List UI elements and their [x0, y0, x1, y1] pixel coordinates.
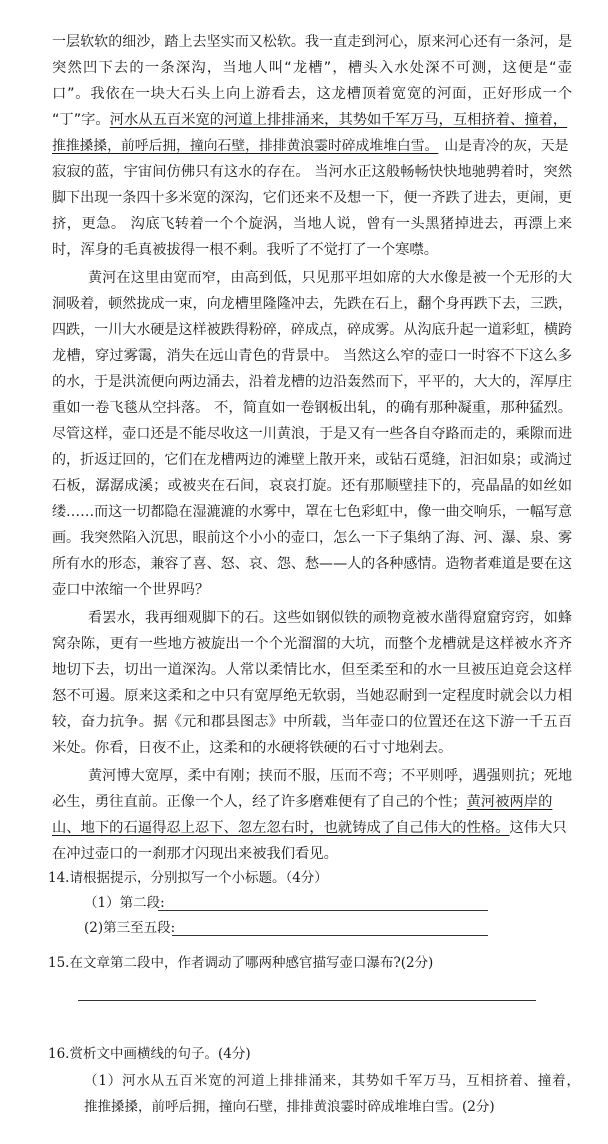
text-line: 较，奋力抗争。据《元和郡县图志》中所载，当年壶口的位置还在这下游一千五百 [52, 714, 572, 730]
underlined-sentence-1b: 推推搡搡，前呼后拥，撞向石壁，排排黄浪霎时碎成堆堆白雪。 [52, 138, 439, 154]
text-line [52, 110, 572, 130]
question-16-item-1: （1）河水从五百米宽的河道上排排涌来，其势如千军万马，互相挤着、撞着， [84, 1073, 580, 1089]
text-line: 时，浑身的毛真被拔得一根不剩。我听了不觉打了一个寒噤。 [52, 242, 439, 258]
text-span: 山是青冷的灰，天是 [444, 138, 569, 154]
question-14-stem: 14.请根据提示，分别拟写一个小标题。（4分） [48, 870, 328, 886]
text-line: 尽管这样，壶口还是不能尽收这一川黄浪，于是又有一些各自夺路而走的，乘隙而进 [52, 426, 572, 442]
answer-blank-14-2[interactable] [172, 935, 488, 936]
text-line: 看罢水，我再细观脚下的石。这些如钢似铁的顽物竟被水凿得窟窟窍窍，如蜂 [88, 610, 572, 626]
text-line: 黄河博大宽厚，柔中有刚；挟而不服，压而不弯；不平则呼，遇强则抗；死地 [88, 768, 572, 784]
text-line [52, 792, 572, 812]
text-line: 脚下出现一条四十多米宽的深沟，它们还来不及想一下，便一齐跌了进去，更闹，更 [52, 190, 572, 206]
text-span: “丁”字。 [52, 112, 110, 128]
text-line: 窝杂陈，更有一些地方被旋出一个个光溜溜的大坑，而整个龙槽就是这样被水齐齐 [52, 636, 572, 652]
underlined-sentence-2a: 黄河被两岸的 [466, 794, 553, 810]
text-span: 这伟大只 [509, 820, 567, 836]
text-line: 壶口中浓缩一个世界吗？ [52, 582, 210, 598]
underlined-sentence-2b: 山、地下的石逼得忍上忍下、忽左忽右时，也就铸成了自己伟大的性格。 [52, 820, 510, 836]
text-line [52, 818, 572, 838]
text-line: 缕……而这一切都隐在湿漉漉的水雾中，罩在七色彩虹中，像一曲交响乐，一幅写意 [52, 504, 572, 520]
text-line: 重如一卷飞毯从空抖落。 不，简直如一卷钢板出轧，的确有那种凝重，那种猛烈。 [52, 400, 572, 416]
text-line: 地切下去，切出一道深沟。人常以柔情比水，但至柔至和的水一旦被压迫竟会这样 [52, 662, 572, 678]
answer-blank-14-1[interactable] [158, 910, 488, 911]
text-line: 洞吸着，顿然拢成一束，向龙槽里隆隆冲去，先跌在石上，翻个身再跌下去，三跌， [52, 296, 572, 312]
question-16-stem: 16.赏析文中画横线的句子。(4分) [48, 1046, 251, 1062]
text-line: 的水，于是洪流便向两边涌去，沿着龙槽的边沿轰然而下，平平的，大大的，浑厚庄 [52, 374, 572, 390]
question-14-item-1: （1）第二段: [84, 895, 165, 911]
text-line: 寂寂的蓝，宇宙间仿佛只有这水的存在。 当河水正这般畅畅快快地驰骋着时，突然 [52, 164, 572, 180]
text-line: 挤，更急。 沟底飞转着一个个旋涡，当地人说，曾有一头黑猪掉进去，再漂上来 [52, 216, 572, 232]
text-line: 四跌，一川大水硬是这样被跌得粉碎，碎成点，碎成雾。从沟底升起一道彩虹，横跨 [52, 322, 572, 338]
text-line: 画。我突然陷入沉思，眼前这个小小的壶口，怎么一下子集纳了海、河、瀑、泉、雾 [52, 530, 572, 546]
text-line: 米处。你看，日夜不止，这柔和的水硬将铁硬的石寸寸地剁去。 [52, 740, 453, 756]
text-line [52, 136, 572, 156]
text-line: 怒不可遏。原来这柔和之中只有宽厚绝无软弱，当她忍耐到一定程度时就会以力相 [52, 688, 572, 704]
question-14-item-2: (2)第三至五段: [84, 920, 176, 936]
text-span: 必生，勇往直前。正像一个人，经了许多磨难便有了自己的个性； [52, 794, 467, 810]
question-16-item-1-cont: 推推搡搡，前呼后拥，撞向石壁，排排黄浪霎时碎成堆堆白雪。(2分) [84, 1099, 495, 1115]
answer-blank-15[interactable] [78, 1000, 536, 1001]
text-line: 所有水的形态，兼容了喜、怒、哀、怨、愁——人的各种感情。造物者难道是要在这 [52, 556, 572, 572]
text-line: 龙槽，穿过雾霭，消失在远山青色的背景中。 当然这么窄的壶口一时容不下这么多 [52, 348, 572, 364]
text-line: 黄河在这里由宽而窄，由高到低，只见那平坦如席的大水像是被一个无形的大 [88, 270, 572, 286]
text-line: 口”。我依在一块大石头上向上游看去，这龙槽顶着宽宽的河面，正好形成一个 [52, 86, 572, 102]
text-line: 的，折返迂回的，它们在龙槽两边的滩壁上散开来，或钻石觅缝，汩汩如泉；或淌过 [52, 452, 572, 468]
underlined-sentence-1a: 河水从五百米宽的河道上排排涌来，其势如千军万马，互相挤着、撞着， [109, 112, 568, 128]
text-line: 一层软软的细沙，踏上去坚实而又松软。我一直走到河心，原来河心还有一条河，是 [52, 34, 572, 50]
question-15-stem: 15.在文章第二段中，作者调动了哪两种感官描写壶口瀑布?(2分) [48, 955, 434, 971]
text-line: 突然凹下去的一条深沟，当地人叫“龙槽”，槽头入水处深不可测，这便是“壶 [52, 60, 572, 76]
text-line: 石板，潺潺成溪；或被夹在石间，哀哀打旋。还有那顺壁挂下的，亮晶晶的如丝如 [52, 478, 572, 494]
text-line: 在冲过壶口的一刹那才闪现出来被我们看见。 [52, 846, 338, 862]
